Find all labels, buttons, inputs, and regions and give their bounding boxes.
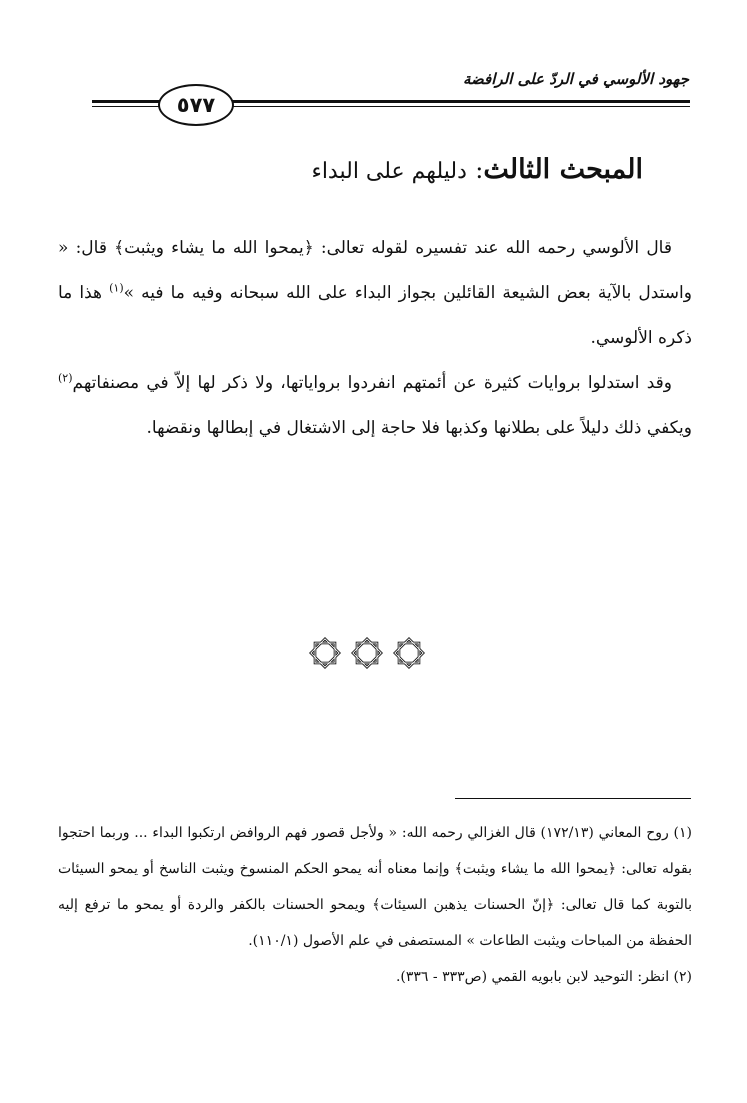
section-title-main: المبحث الثالث xyxy=(483,154,643,185)
eight-point-star-ornament-icon xyxy=(391,635,427,671)
page-number: ٥٧٧ xyxy=(158,84,234,126)
footnotes xyxy=(58,815,692,995)
running-title: جهود الألوسي في الردّ على الرافضة xyxy=(462,70,689,88)
paragraph-1-tail: هذا ما ذكره الألوسي. xyxy=(58,283,692,348)
paragraph-1 xyxy=(58,226,692,361)
footnote-2: (٢) انظر: التوحيد لابن بابويه القمي (ص٣٣٣ - ٣٣٦). xyxy=(395,969,692,985)
paragraph-2 xyxy=(58,361,692,451)
footnote-1: (١) روح المعاني (١٧٢/١٣) قال الغزالي رحمه الله: « ولأجل قصور فهم الروافض ارتكبوا البداء ... وربما احتجوا بقوله تعالى: ﴿يمحوا الله ما يشاء ويثبت﴾ وإنما معناه أنه يمحو الحكم المنسوخ ويثبت الناسخ أو يمحو السيئات بالتوبة كما قال تعالى: ﴿إنّ الحسنات يذهبن السيئات﴾ ويمحو الحسنات بالكفر والردة أو يمحو ما ترفع إليه الحفظة من المباحات ويثبت الطاعات » المستصفى في علم الأصول (١١٠/١). xyxy=(58,825,692,949)
section-end-ornament xyxy=(307,635,427,675)
body-text xyxy=(58,226,692,451)
paragraph-1-text: قال الألوسي رحمه الله عند تفسيره لقوله تعالى: ﴿يمحوا الله ما يشاء ويثبت﴾ قال: « واستدل بالآية بعض الشيعة القائلين بجواز البداء على الله سبحانه وفيه ما فيه » xyxy=(58,238,692,303)
section-heading xyxy=(311,154,643,185)
section-title-sub: دليلهم على البداء xyxy=(311,159,467,184)
eight-point-star-ornament-icon xyxy=(349,635,385,671)
eight-point-star-ornament-icon xyxy=(307,635,343,671)
paragraph-2-text: وقد استدلوا بروايات كثيرة عن أئمتهم انفردوا برواياتها، ولا ذكر لها إلاّ في مصنفاتهم xyxy=(72,373,672,393)
section-title-separator: : xyxy=(475,156,484,184)
paragraph-2-tail: ويكفي ذلك دليلاً على بطلانها وكذبها فلا حاجة إلى الاشتغال في إبطالها ونقضها. xyxy=(146,418,692,438)
footnote-separator xyxy=(455,798,691,799)
footnote-ref-1[interactable]: (١) xyxy=(109,281,124,295)
footnote-ref-2[interactable]: (٢) xyxy=(58,371,73,385)
